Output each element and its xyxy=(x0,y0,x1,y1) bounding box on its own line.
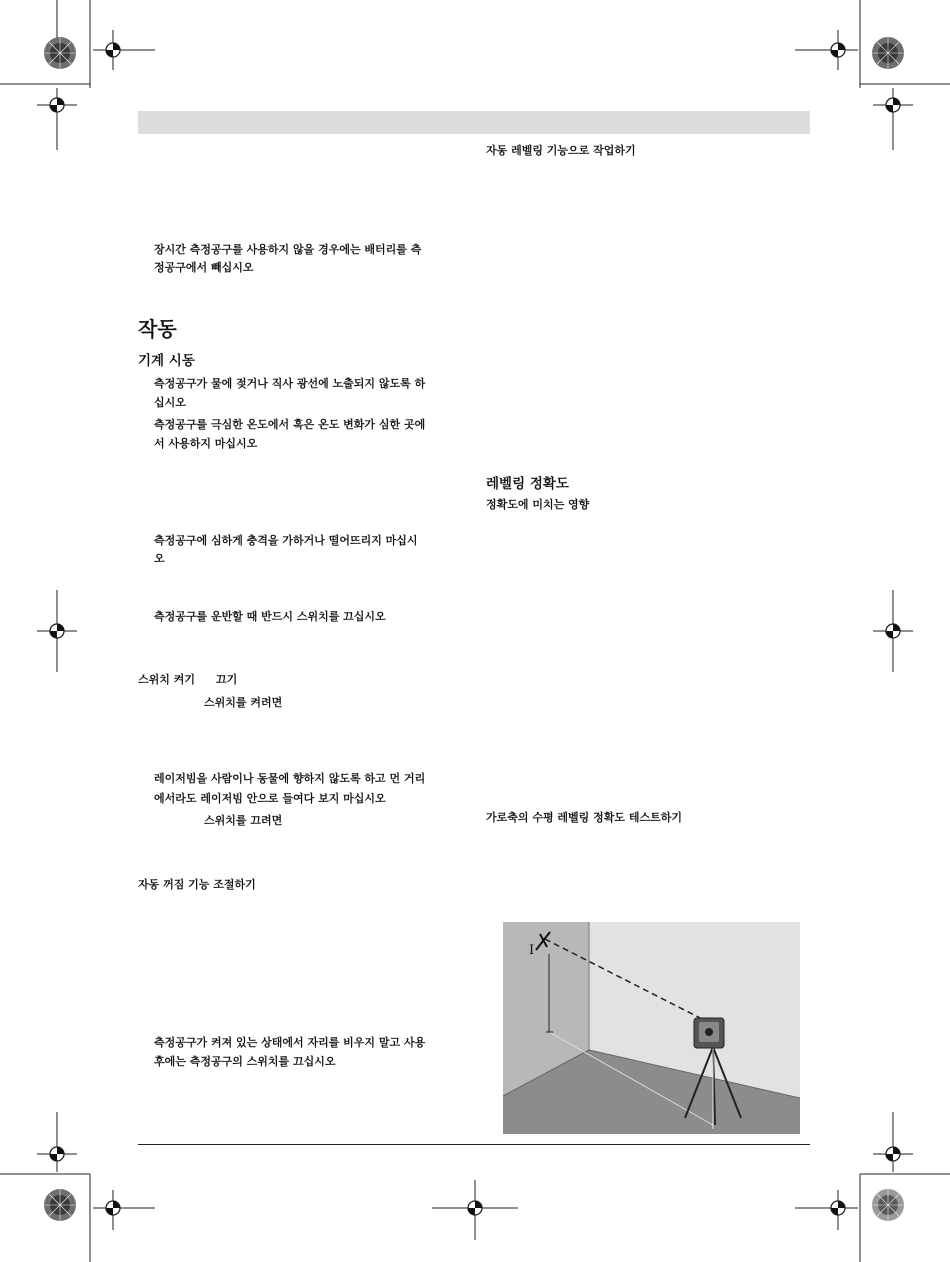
accuracy-influence-heading: 정확도에 미치는 영향 xyxy=(486,498,590,511)
temperature-line1: 측정공구를 극심한 온도에서 혹은 온도 변화가 심한 곳에 xyxy=(154,418,426,431)
impact-line2: 오 xyxy=(154,552,165,565)
horizontal-test-heading: 가로축의 수평 레벨링 정확도 테스트하기 xyxy=(486,811,682,824)
startup-heading: 기계 시동 xyxy=(138,353,195,369)
moisture-line2: 십시오 xyxy=(154,396,186,409)
auto-off-heading: 자동 꺼짐 기능 조절하기 xyxy=(138,878,256,891)
switch-heading-off: 끄기 xyxy=(216,673,238,686)
unattended-line2: 후에는 측정공구의 스위치를 끄십시오 xyxy=(154,1055,336,1068)
switch-off-label: 스위치를 끄려면 xyxy=(204,814,283,827)
switch-heading-on: 스위치 켜기 xyxy=(138,673,195,686)
laser-warning-line2: 에서라도 레이저빔 안으로 들여다 보지 마십시오 xyxy=(154,792,386,805)
unattended-line1: 측정공구가 켜져 있는 상태에서 자리를 비우지 말고 사용 xyxy=(154,1036,426,1049)
laser-warning-line1: 레이저빔을 사람이나 동물에 향하지 않도록 하고 먼 거리 xyxy=(154,772,426,785)
transport-note: 측정공구를 운반할 때 반드시 스위치를 끄십시오 xyxy=(154,610,386,623)
leveling-test-illustration xyxy=(503,922,800,1134)
battery-note-line2: 정공구에서 빼십시오 xyxy=(154,261,254,274)
temperature-line2: 서 사용하지 마십시오 xyxy=(154,437,258,450)
leveling-accuracy-heading: 레벨링 정확도 xyxy=(486,476,569,492)
operation-heading: 작동 xyxy=(138,317,177,341)
impact-line1: 측정공구에 심하게 충격을 가하거나 떨어뜨리지 마십시 xyxy=(154,534,418,547)
switch-on-label: 스위치를 켜려면 xyxy=(204,696,283,709)
battery-note-line1: 장시간 측정공구를 사용하지 않을 경우에는 배터리를 측 xyxy=(154,243,422,256)
figure-label-I: I xyxy=(529,943,535,958)
auto-leveling-heading: 자동 레벨링 기능으로 작업하기 xyxy=(486,144,636,157)
moisture-line1: 측정공구가 물에 젖거나 직사 광선에 노출되지 않도록 하 xyxy=(154,377,426,390)
